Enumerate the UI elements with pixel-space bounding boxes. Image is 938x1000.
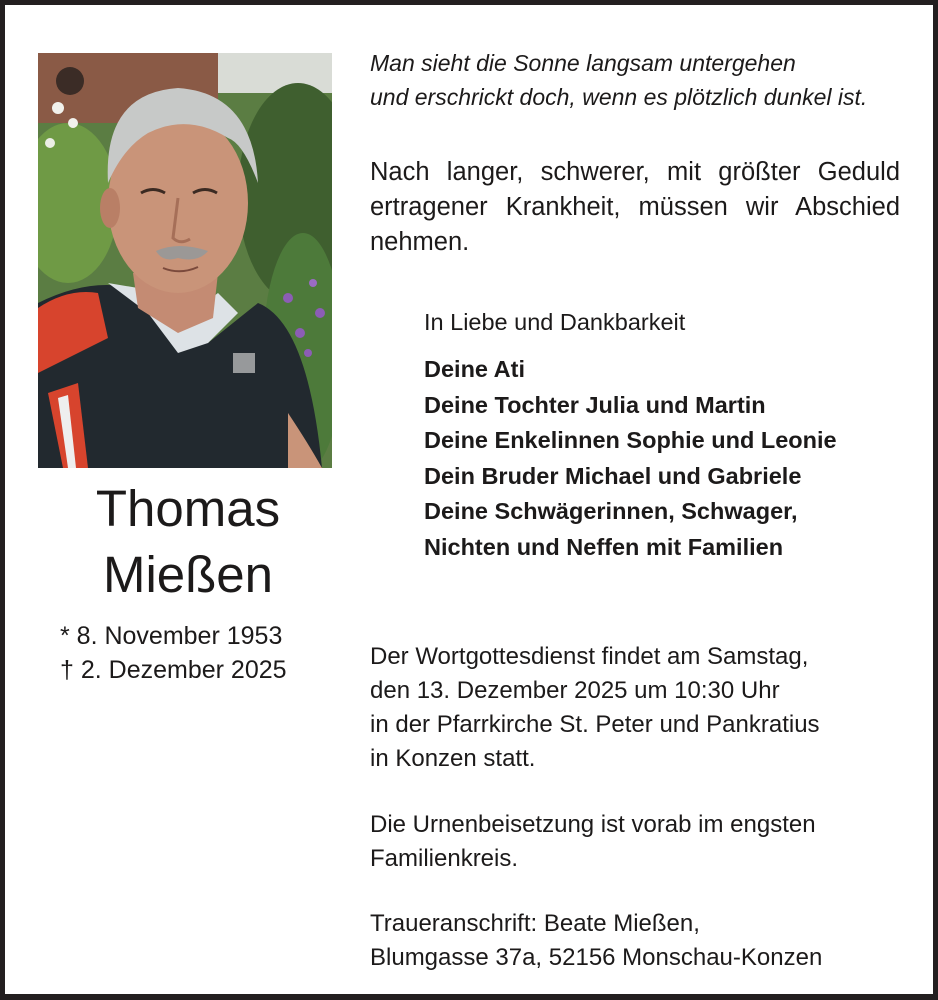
urn-line: Die Urnenbeisetzung ist vorab im engsten xyxy=(370,811,816,838)
farewell-intro xyxy=(370,155,900,260)
mourner-entry: Deine Tochter Julia und Martin xyxy=(424,391,766,418)
deceased-last-name: Mießen xyxy=(102,546,274,603)
urn-burial-info xyxy=(370,808,816,876)
service-info xyxy=(370,640,820,776)
address-line: Traueranschrift: Beate Mießen, xyxy=(370,910,700,937)
urn-line: Familienkreis. xyxy=(370,845,519,872)
mourner-entry: Deine Enkelinnen Sophie und Leonie xyxy=(424,427,837,453)
mourning-address xyxy=(370,907,822,975)
service-line: den 13. Dezember 2025 um 10:30 Uhr xyxy=(370,677,780,704)
service-line: in Konzen statt. xyxy=(370,745,536,772)
mourner-entry: Nichten und Neffen mit Familien xyxy=(424,533,784,560)
memorial-quote xyxy=(370,46,867,114)
birth-date: * 8. November 1953 xyxy=(60,622,283,650)
intro-line: ertragener Krankheit, müssen wir Abschied xyxy=(370,193,900,221)
mourner-entry: Dein Bruder Michael und Gabriele xyxy=(424,462,802,489)
deceased-first-name: Thomas xyxy=(95,480,281,537)
portrait-image xyxy=(38,53,332,468)
mourners-list xyxy=(424,352,837,565)
mourner-entry: Deine Ati xyxy=(424,356,525,382)
quote-line: und erschrickt doch, wenn es plötzlich dunkel ist. xyxy=(370,84,868,110)
intro-line: Nach langer, schwerer, mit größter Geduld xyxy=(370,158,900,186)
portrait-photo xyxy=(38,53,332,468)
death-date: † 2. Dezember 2025 xyxy=(60,656,287,684)
service-line: in der Pfarrkirche St. Peter und Pankratius xyxy=(370,711,820,738)
quote-line: Man sieht die Sonne langsam untergehen xyxy=(370,50,796,76)
love-and-gratitude-line: In Liebe und Dankbarkeit xyxy=(424,309,686,335)
address-line: Blumgasse 37a, 52156 Monschau-Konzen xyxy=(370,944,823,971)
intro-line: nehmen. xyxy=(370,228,470,256)
mourner-entry: Deine Schwägerinnen, Schwager, xyxy=(424,498,798,524)
service-line: Der Wortgottesdienst findet am Samstag, xyxy=(370,643,809,670)
